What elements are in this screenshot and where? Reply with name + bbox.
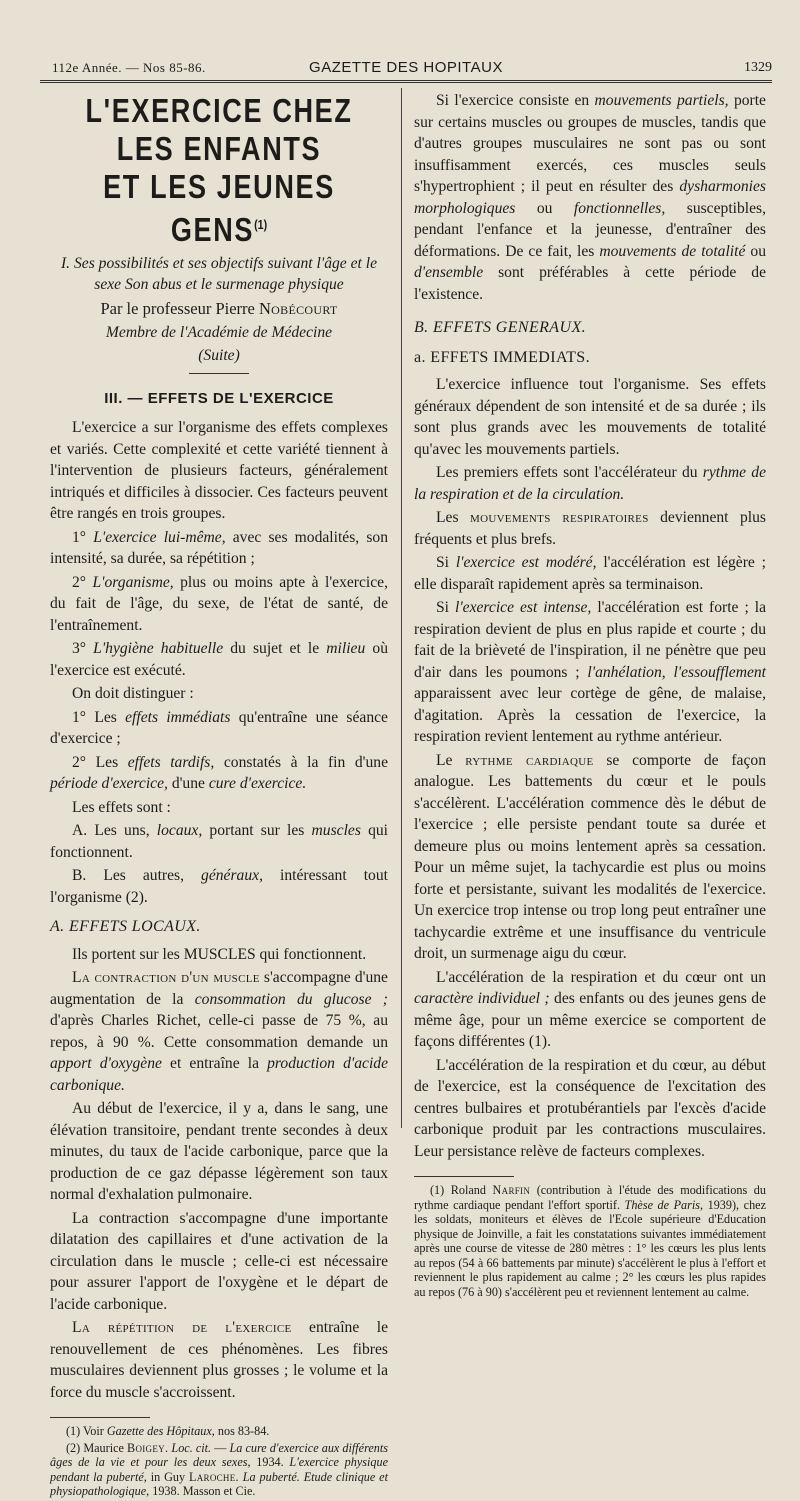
footnote-rule [50, 1417, 150, 1418]
article-subtitle: I. Ses possibilités et ses objectifs suivant l'âge et le sexe Son abus et le surmenage physique [60, 255, 378, 293]
column-separator [401, 88, 402, 1128]
issue-info: 112e Année. — Nos 85-86. [52, 60, 206, 75]
paragraph: Les effets sont : [72, 798, 171, 816]
paragraph: L'exercice a sur l'organisme des effets complexes et variés. Cette complexité et cette variété tiennent à l'intervention de plusieurs facteurs, généralement intriqués et difficiles à dissocier. Ces facteurs peuvent être rangés en trois groupes. [50, 419, 388, 522]
author-line [50, 298, 388, 320]
paragraph: Si l'exercice est modéré, l'accélération est légère ; elle disparaît rapidement après sa terminaison. [414, 554, 766, 593]
author-affiliation: Membre de l'Académie de Médecine [105, 323, 333, 341]
paragraph: La contraction d'un muscle s'accompagne d'une augmentation de la consommation du glucose ; d'après Charles Richet, celle-ci passe de 75 %, au repos, à 90 %. Cette consommation demande un apport d'oxygène et entraîne la production d'acide carbonique. [50, 969, 388, 1094]
page-number: 1329 [744, 60, 772, 75]
list-item: 2° L'organisme, plus ou moins apte à l'exercice, du fait de l'âge, du sexe, de l'état de santé, de l'entraînement. [50, 573, 388, 634]
paragraph: Si l'exercice consiste en mouvements partiels, porte sur certains muscles ou groupes de muscles, tandis que d'autres groupes musculaires ne sont pas ou sont insuffisamment exercés, ces muscles seuls s'hypertrophient ; il peut en résulter des dysharmonies morphologiques ou fonctionnelles, susceptibles, pendant l'enfance et la jeunesse, d'entraîner des déformations. De ce fait, les mouvements de totalité ou d'ensemble sont préférables à cette période de l'existence. [414, 92, 767, 303]
author-name: Nobécourt [258, 299, 338, 318]
paragraph: L'accélération de la respiration et du cœur ont un caractère individuel ; des enfants ou des jeunes gens de même âge, pour un même exercice se comportent de façons différentes (1). [414, 968, 767, 1050]
article-title [80, 92, 357, 249]
paragraph: Au début de l'exercice, il y a, dans le sang, une élévation transitoire, pendant trente secondes à deux minutes, du taux de l'acide carbonique, parce que la production de ce gaz dépasse légèrement son taux normal d'exhalation pulmonaire. [50, 1100, 388, 1203]
title-line-2: ET LES JEUNES GENS [103, 168, 335, 248]
paragraph: Ils portent sur les MUSCLES qui fonctionnent. [72, 945, 367, 963]
title-footnote-ref: (1) [254, 217, 268, 232]
paragraph: La répétition de l'exercice entraîne le renouvellement de ces phénomènes. Les fibres musculaires deviennent plus grosses ; le volume et la force du muscle s'accroissent. [50, 1319, 388, 1401]
footnote: (1) Roland Narfin (contribution à l'étude des modifications du rythme cardiaque pendant l'effort sportif. Thèse de Paris, 1939), chez les soldats, moniteurs et élèves de l'Ecole supérieure d'Education physique de Joinville, a fait les constatations suivantes immédiatement après une course de vitesse de 280 mètres : 1° les cœurs les plus lents au repos (54 à 66 battements par minute) s'accélèrent le plus à l'effort et reviennent le plus rapidement au calme ; 2° les cœurs les plus rapides au repos (76 à 90) s'accélèrent peu et reviennent lentement au calme. [414, 1183, 766, 1299]
paragraph: La contraction s'accompagne d'une importante dilatation des capillaires et d'une activation de la circulation dans le muscle ; celle-ci est nécessaire pour assurer l'apport de l'oxygène et le départ de l'acide carbonique. [50, 1209, 388, 1313]
paragraph: L'accélération de la respiration et du cœur, au début de l'exercice, est la conséquence de l'excitation des centres bulbaires et protubérantiels par l'excès d'acide carbonique produit par les contractions musculaires. Leur persistance relève de facteurs complexes. [414, 1056, 766, 1160]
footnote: (2) Maurice Boigey. Loc. cit. — La cure d'exercice aux différents âges de la vie et pour les deux sexes, 1934. L'exercice physique pendant la puberté, in Guy Laroche. La puberté. Etude clinique et physiopathologique, 1938. Masson et Cie. [50, 1440, 389, 1498]
list-item: A. Les uns, locaux, portant sur les muscles qui fonctionnent. [50, 822, 388, 861]
paragraph: Le rythme cardiaque se comporte de façon analogue. Les battements du cœur et le pouls s'accélèrent. L'accélération commence dès le début de l'exercice ; elle persiste pendant toute sa durée et demeure plus ou moins lentement après sa cessation. Pour un même sujet, la tachycardie est plus ou moins forte et persistante, suivant les modalités de l'exercice. Un exercice trop intense ou trop long peut entraîner une tachycardie extrême et une insuffisance du ventricule droit, un surmenage aigu du cœur. [414, 751, 766, 962]
section-title: III. — EFFETS DE L'EXERCICE [104, 389, 334, 407]
list-item: 1° L'exercice lui-même, avec ses modalités, son intensité, sa durée, sa répétition ; [50, 528, 388, 567]
left-column [50, 90, 388, 1501]
footnote: (1) Voir Gazette des Hôpitaux, nos 83-84. [66, 1424, 270, 1438]
list-item: 2° Les effets tardifs, constatés à la fin d'une période d'exercice, d'une cure d'exercice. [50, 753, 388, 792]
author-prefix: Par le professeur Pierre [100, 299, 255, 318]
paragraph: On doit distinguer : [72, 685, 194, 702]
paragraph: Les premiers effets sont l'accélérateur du rythme de la respiration et de la circulation. [414, 464, 766, 503]
subsection-title: A. EFFETS LOCAUX. [50, 918, 201, 935]
running-header [40, 58, 772, 80]
paragraph: Si l'exercice est intense, l'accélération est forte ; la respiration devient de plus en plus rapide et courte ; du fait de la brièveté de l'inspiration, il ne pénètre que peu d'air dans les poumons ; l'anhélation, l'essoufflement apparaissent avec leur cortège de gêne, de malaise, d'agitation. Après la cessation de l'exercice, la respiration revient lentement au rythme antérieur. [414, 599, 767, 745]
paragraph: Les mouvements respiratoires deviennent plus fréquents et plus brefs. [414, 509, 766, 548]
title-line-1: L'EXERCICE CHEZ LES ENFANTS [85, 92, 353, 167]
suite-label: (Suite) [198, 347, 240, 364]
subsection-title: a. EFFETS IMMEDIATS. [414, 348, 591, 366]
header-rule [40, 80, 772, 83]
list-item: 3° L'hygiène habituelle du sujet et le milieu où l'exercice est exécuté. [50, 640, 388, 679]
right-column [414, 90, 766, 1301]
footnote-rule [414, 1176, 514, 1177]
journal-title: GAZETTE DES HOPITAUX [309, 59, 503, 76]
list-item: 1° Les effets immédiats qu'entraîne une séance d'exercice ; [50, 708, 388, 747]
paragraph: L'exercice influence tout l'organisme. Ses effets généraux dépendent de son intensité et de sa durée ; ils sont plus grands avec les mouvements de totalité qu'avec les mouvements partiels. [414, 376, 766, 458]
list-item: B. Les autres, généraux, intéressant tout l'organisme (2). [50, 867, 388, 906]
title-divider [189, 373, 249, 374]
subsection-title: B. EFFETS GENERAUX. [414, 319, 587, 336]
